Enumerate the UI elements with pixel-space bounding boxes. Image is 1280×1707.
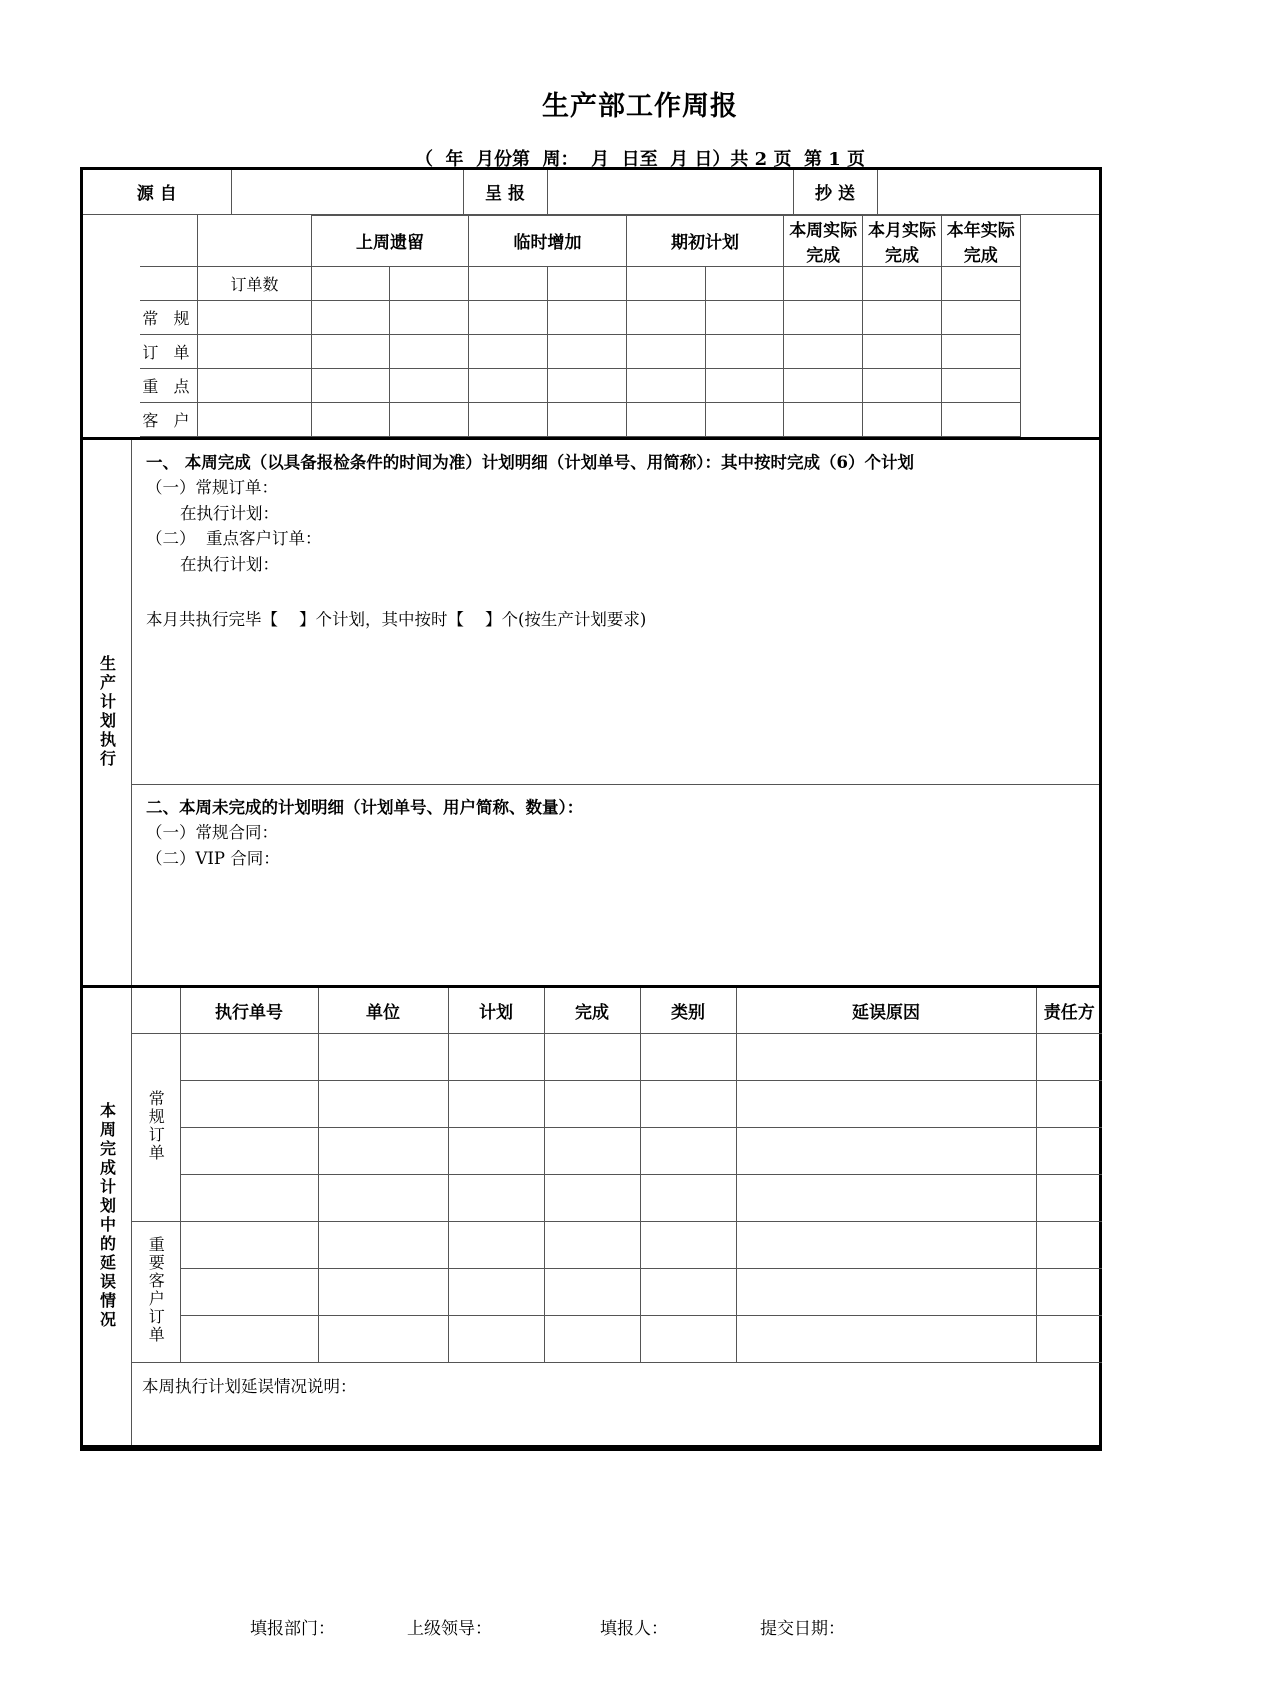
delay-cell[interactable] [640,1175,736,1222]
orders-cell[interactable] [626,334,705,368]
table-row [132,1316,1102,1363]
delay-cell[interactable] [180,1316,318,1363]
delay-cell[interactable] [544,1222,640,1269]
delay-table [132,988,1102,1445]
source-value[interactable] [231,170,463,214]
order-count-cell[interactable] [784,266,863,300]
orders-cell[interactable] [626,300,705,334]
delay-cell[interactable] [736,1316,1036,1363]
table-row [132,1128,1102,1175]
orders-row-pad [1020,300,1099,334]
orders-header-row [83,215,1099,266]
delay-cell[interactable] [544,1175,640,1222]
order-count-cell[interactable] [311,266,390,300]
footer-reporter: 填报人： [600,1619,668,1639]
submit-value[interactable] [547,170,793,214]
orders-cell[interactable] [863,402,942,436]
delay-cell[interactable] [544,1081,640,1128]
delay-section-body [132,988,1102,1445]
delay-col-order-no: 执行单号 [180,988,318,1034]
plan-execution-section [83,437,1099,988]
orders-cell[interactable] [390,368,469,402]
orders-col-month-done: 本月实际完成 [863,215,942,266]
orders-cell[interactable] [548,368,627,402]
delay-cell[interactable] [544,1269,640,1316]
delay-cell[interactable] [640,1034,736,1081]
orders-cell[interactable] [198,300,312,334]
orders-row-pad [1020,266,1099,300]
delay-cell[interactable] [640,1222,736,1269]
table-row [83,300,1099,334]
order-count-cell[interactable] [469,266,548,300]
order-count-label: 订单数 [198,266,312,300]
cc-value[interactable] [877,170,1099,214]
delay-cell[interactable] [318,1316,448,1363]
delay-cell[interactable] [448,1269,544,1316]
delay-cell[interactable] [1036,1222,1102,1269]
orders-cell[interactable] [311,368,390,402]
submit-label: 呈 报 [463,170,547,214]
delay-cell[interactable] [318,1081,448,1128]
delay-section-label: 本周完成计划中的延误情况 [97,1102,117,1330]
page-title: 生产部工作周报 [542,91,738,122]
orders-cell[interactable] [784,402,863,436]
report-frame [80,167,1102,1451]
delay-section [83,988,1099,1448]
delay-cell[interactable] [180,1269,318,1316]
order-count-cell[interactable] [705,266,784,300]
orders-cell[interactable] [548,334,627,368]
orders-header-pad [1020,215,1099,266]
order-count-cell[interactable] [390,266,469,300]
delay-cell[interactable] [640,1128,736,1175]
delay-cell[interactable] [318,1034,448,1081]
orders-group-key-line2: 客 户 [140,402,198,436]
plan-part1-summary: 本月共执行完毕【 】个计划，其中按时【 】个(按生产计划要求) [146,610,647,630]
orders-cell[interactable] [469,368,548,402]
delay-cell[interactable] [1036,1034,1102,1081]
table-row [83,170,1099,214]
table-row [132,1034,1102,1081]
orders-cell[interactable] [198,368,312,402]
plan-part2-heading: 二、本周未完成的计划明细（计划单号、用户简称、数量）： [146,797,584,817]
orders-corner-a [140,215,198,266]
plan-part1-regular-sub: 在执行计划： [180,503,279,523]
orders-cell[interactable] [198,334,312,368]
delay-cell[interactable] [544,1034,640,1081]
delay-cell[interactable] [448,1034,544,1081]
orders-cell[interactable] [941,402,1020,436]
delay-header-row [132,988,1102,1034]
source-label: 源 自 [83,170,231,214]
delay-cell[interactable] [1036,1128,1102,1175]
orders-cell[interactable] [548,300,627,334]
table-row [132,1363,1102,1445]
delay-cell[interactable] [180,1222,318,1269]
orders-col-year-done: 本年实际完成 [941,215,1020,266]
delay-group-key [132,1222,180,1363]
orders-col-prev-week: 上周遗留 [311,215,469,266]
order-count-cell[interactable] [941,266,1020,300]
delay-cell[interactable] [180,1034,318,1081]
plan-part2-block[interactable] [132,785,1099,985]
orders-cell[interactable] [311,334,390,368]
table-row [83,334,1099,368]
delay-cell[interactable] [736,1175,1036,1222]
delay-col-plan: 计划 [448,988,544,1034]
delay-cell[interactable] [1036,1316,1102,1363]
orders-row-pad [1020,368,1099,402]
orders-cell[interactable] [390,334,469,368]
orders-cell[interactable] [863,368,942,402]
delay-col-reason: 延误原因 [736,988,1036,1034]
delay-cell[interactable] [1036,1081,1102,1128]
delay-cell[interactable] [318,1222,448,1269]
page-subtitle: （ 年 月份第 周： 月 日至 月 日）共 2 页 第 1 页 [414,149,866,170]
table-row [83,402,1099,436]
delay-cell[interactable] [544,1128,640,1175]
delay-cell[interactable] [1036,1175,1102,1222]
orders-cell[interactable] [705,402,784,436]
order-count-cell[interactable] [548,266,627,300]
table-row [132,1081,1102,1128]
orders-cell[interactable] [784,368,863,402]
plan-section-sideband [83,440,132,985]
orders-col-temp-added: 临时增加 [469,215,627,266]
orders-cell[interactable] [390,402,469,436]
delay-cell[interactable] [448,1175,544,1222]
delay-col-category: 类别 [640,988,736,1034]
orders-group-key-line1: 重 点 [140,368,198,402]
delay-cell[interactable] [318,1128,448,1175]
orders-cell[interactable] [469,402,548,436]
orders-col-initial-plan: 期初计划 [626,215,784,266]
plan-section-body [132,440,1099,985]
orders-row-pad [1020,334,1099,368]
order-count-cell[interactable] [863,266,942,300]
delay-col-unit: 单位 [318,988,448,1034]
delay-group-regular [132,1034,180,1222]
table-row [132,1269,1102,1316]
orders-cell[interactable] [311,402,390,436]
footer [80,1614,1102,1639]
delay-cell[interactable] [448,1316,544,1363]
delay-section-sideband [83,988,132,1445]
orders-cell[interactable] [705,334,784,368]
orders-cell[interactable] [705,368,784,402]
orders-cell[interactable] [863,334,942,368]
delay-col-owner: 责任方 [1036,988,1102,1034]
orders-cell[interactable] [469,300,548,334]
orders-corner-b [198,215,312,266]
delay-cell[interactable] [640,1316,736,1363]
plan-part1-block[interactable] [132,440,1099,785]
cc-label: 抄 送 [793,170,877,214]
orders-cell[interactable] [198,402,312,436]
plan-part1-heading: 一、 本周完成（以具备报检条件的时间为准）计划明细（计划单号、用简称）：其中按时完成（6）个计划 [146,452,914,472]
delay-corner [132,988,180,1034]
orders-blank-left [140,266,198,300]
plan-part1-regular: （一）常规订单： [146,478,278,498]
table-row [132,1222,1102,1269]
table-row [83,266,1099,300]
orders-row-pad [1020,402,1099,436]
orders-cell[interactable] [626,368,705,402]
source-row-table [83,170,1099,215]
orders-cell[interactable] [705,300,784,334]
delay-cell[interactable] [736,1081,1036,1128]
delay-cell[interactable] [448,1081,544,1128]
delay-cell[interactable] [318,1175,448,1222]
delay-cell[interactable] [544,1316,640,1363]
delay-cell[interactable] [736,1128,1036,1175]
orders-col-week-done: 本周实际完成 [784,215,863,266]
plan-part2-regular: （一）常规合同： [146,823,278,843]
orders-cell[interactable] [784,300,863,334]
orders-cell[interactable] [311,300,390,334]
orders-cell[interactable] [863,300,942,334]
orders-cell[interactable] [941,334,1020,368]
orders-cell[interactable] [941,368,1020,402]
delay-cell[interactable] [448,1128,544,1175]
delay-cell[interactable] [736,1034,1036,1081]
delay-cell[interactable] [318,1269,448,1316]
delay-cell[interactable] [1036,1269,1102,1316]
orders-group-regular-line2: 订 单 [140,334,198,368]
delay-cell[interactable] [180,1175,318,1222]
table-row [132,1175,1102,1222]
plan-part2-vip: （二）VIP 合同： [146,848,280,868]
delay-group-regular-label: 常规订单 [146,1089,166,1162]
delay-cell[interactable] [736,1269,1036,1316]
plan-part1-key-sub: 在执行计划： [180,554,279,574]
delay-col-done: 完成 [544,988,640,1034]
delay-cell[interactable] [448,1222,544,1269]
footer-department: 填报部门： [250,1619,335,1639]
plan-section-label: 生产计划执行 [97,655,117,769]
orders-side-spacer [83,215,140,436]
footer-submit-date: 提交日期： [760,1619,845,1639]
orders-group-regular-line1: 常 规 [140,300,198,334]
delay-cell[interactable] [180,1128,318,1175]
footer-leader: 上级领导： [407,1619,492,1639]
delay-cell[interactable] [640,1269,736,1316]
orders-cell[interactable] [390,300,469,334]
plan-part1-key: （二） 重点客户订单： [146,529,322,549]
orders-cell[interactable] [469,334,548,368]
delay-note-label[interactable]: 本周执行计划延误情况说明： [132,1363,1102,1445]
order-count-cell[interactable] [626,266,705,300]
delay-cell[interactable] [640,1081,736,1128]
orders-cell[interactable] [784,334,863,368]
orders-table [83,215,1099,437]
delay-group-key-label: 重要客户订单 [146,1236,166,1344]
orders-cell[interactable] [626,402,705,436]
delay-cell[interactable] [736,1222,1036,1269]
orders-cell[interactable] [941,300,1020,334]
delay-cell[interactable] [180,1081,318,1128]
orders-cell[interactable] [548,402,627,436]
table-row [83,368,1099,402]
